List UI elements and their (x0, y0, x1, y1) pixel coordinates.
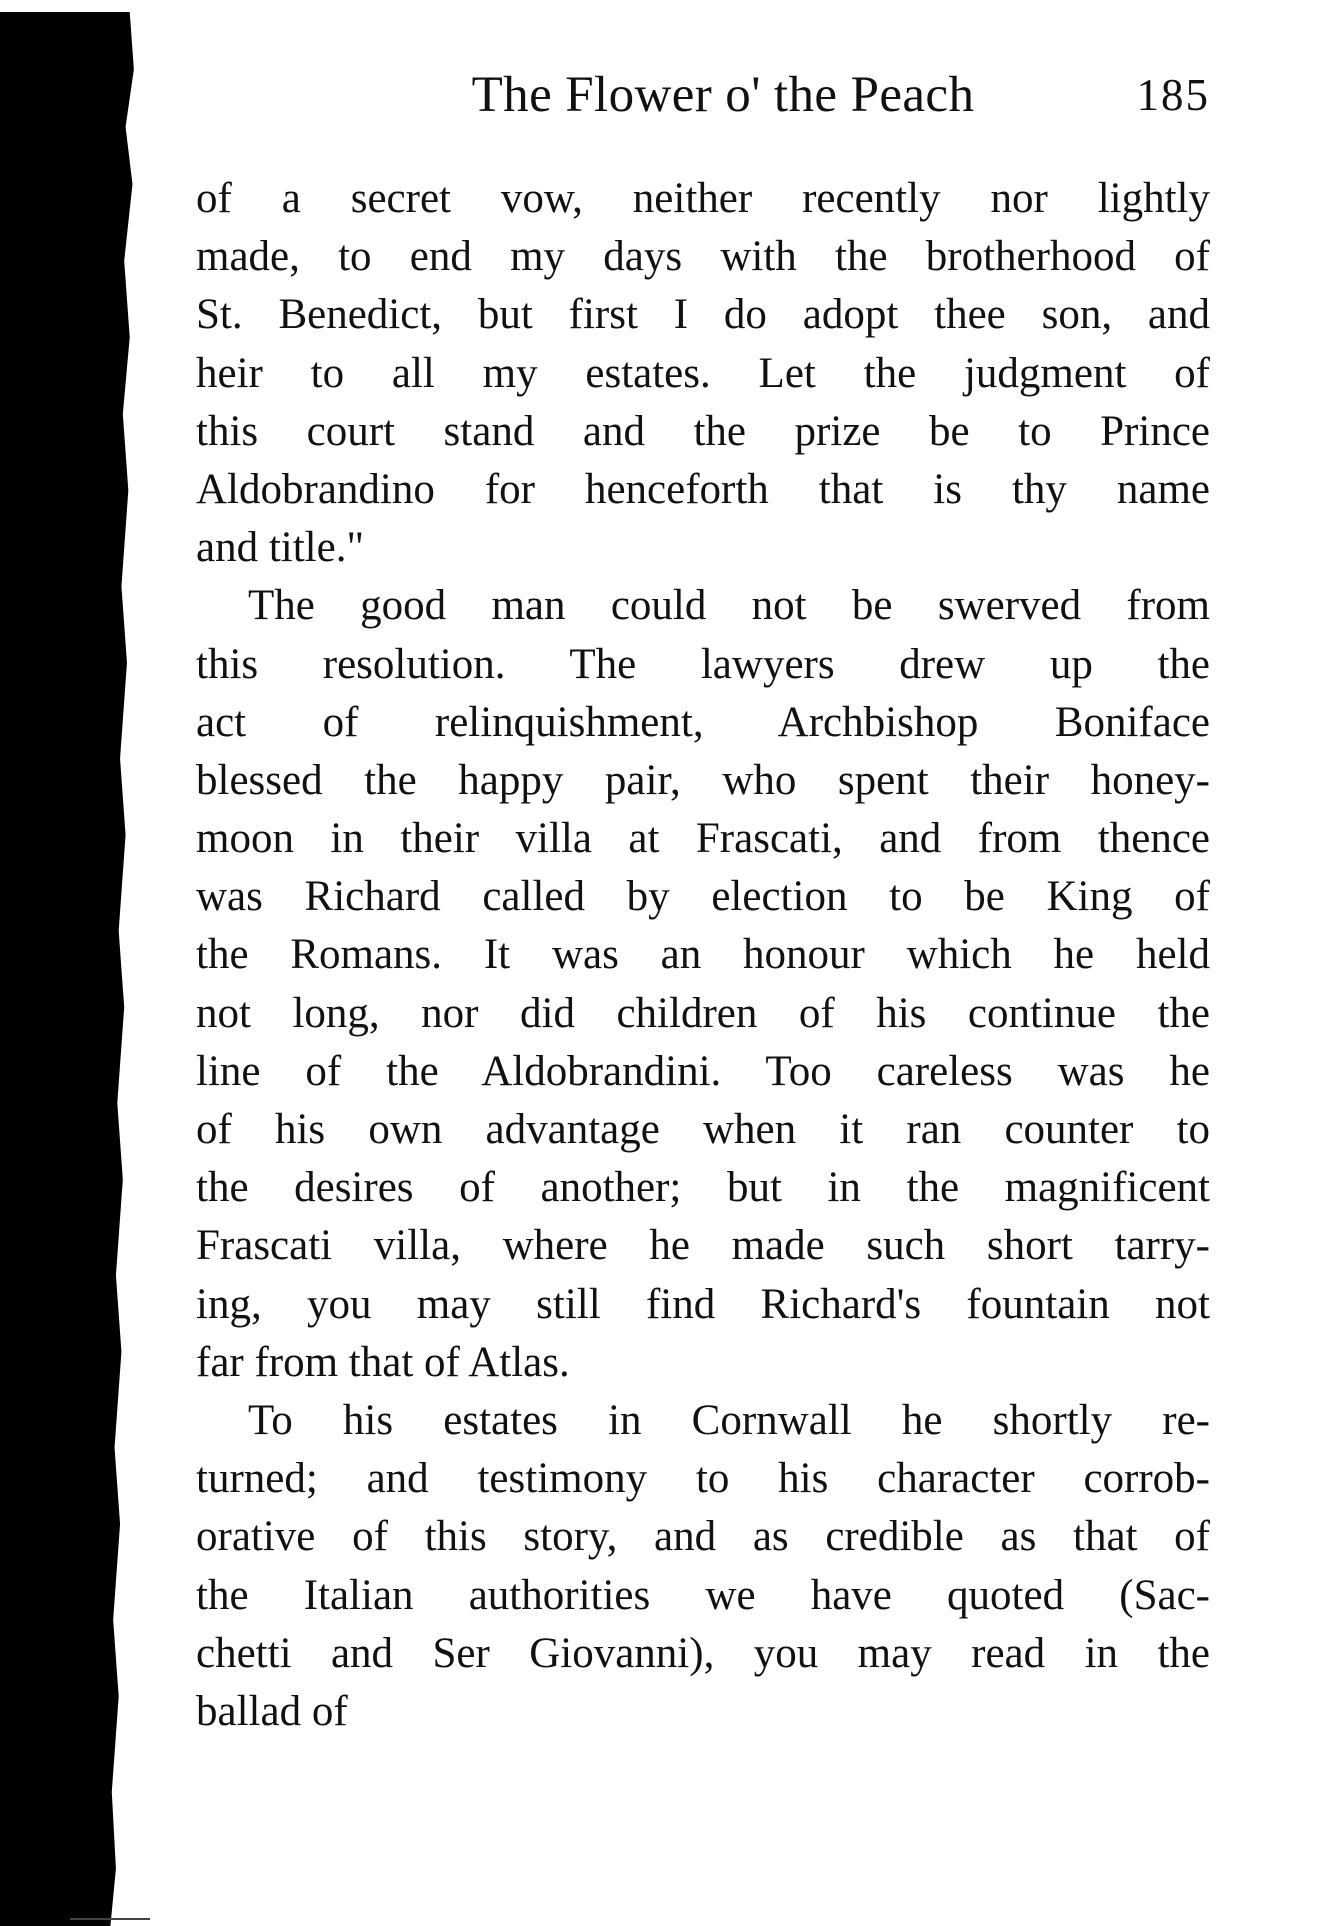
text-line: blessed the happy pair, who spent their honey- (196, 756, 1210, 804)
text-line: this court stand and the prize be to Prince (196, 407, 1210, 455)
text-line: the Italian authorities we have quoted (Sac- (196, 1571, 1210, 1619)
binding-rule (70, 1918, 150, 1920)
running-head (196, 60, 1210, 130)
text-line: and title." (196, 524, 365, 572)
body-text (196, 170, 1210, 1741)
text-line: turned; and testimony to his character corrob- (196, 1455, 1210, 1503)
text-line: of his own advantage when it ran counter to (196, 1106, 1210, 1153)
text-line: St. Benedict, but first I do adopt thee son, and (196, 291, 1210, 339)
text-line: far from that of Atlas. (196, 1338, 570, 1386)
text-line: the desires of another; but in the magnificent (196, 1164, 1210, 1212)
text-line: made, to end my days with the brotherhood of (196, 233, 1210, 281)
text-line: heir to all my estates. Let the judgment of (196, 349, 1210, 397)
binding-shadow (0, 12, 138, 1926)
text-line: ing, you may still find Richard's fountain not (196, 1280, 1210, 1328)
text-line: To his estates in Cornwall he shortly re- (248, 1396, 1210, 1444)
text-line: the Romans. It was an honour which he held (196, 931, 1210, 979)
running-title: The Flower o' the Peach (471, 67, 975, 123)
text-line: ballad of (196, 1687, 348, 1735)
text-line: Frascati villa, where he made such short tarry- (196, 1222, 1210, 1270)
text-line: this resolution. The lawyers drew up the (196, 640, 1210, 688)
page-number: 185 (1136, 70, 1210, 120)
text-line: Aldobrandino for henceforth that is thy name (196, 465, 1210, 513)
text-line: The good man could not be swerved from (248, 582, 1210, 630)
text-line: line of the Aldobrandini. Too careless was he (196, 1047, 1210, 1095)
text-line: chetti and Ser Giovanni), you may read in the (196, 1629, 1210, 1677)
text-line: of a secret vow, neither recently nor lightly (196, 175, 1210, 222)
text-line: not long, nor did children of his continue the (196, 989, 1210, 1037)
text-line: moon in their villa at Frascati, and from thence (196, 815, 1210, 863)
text-line: orative of this story, and as credible as that of (196, 1513, 1210, 1561)
text-line: was Richard called by election to be King of (196, 873, 1210, 921)
text-line: act of relinquishment, Archbishop Boniface (196, 698, 1210, 746)
